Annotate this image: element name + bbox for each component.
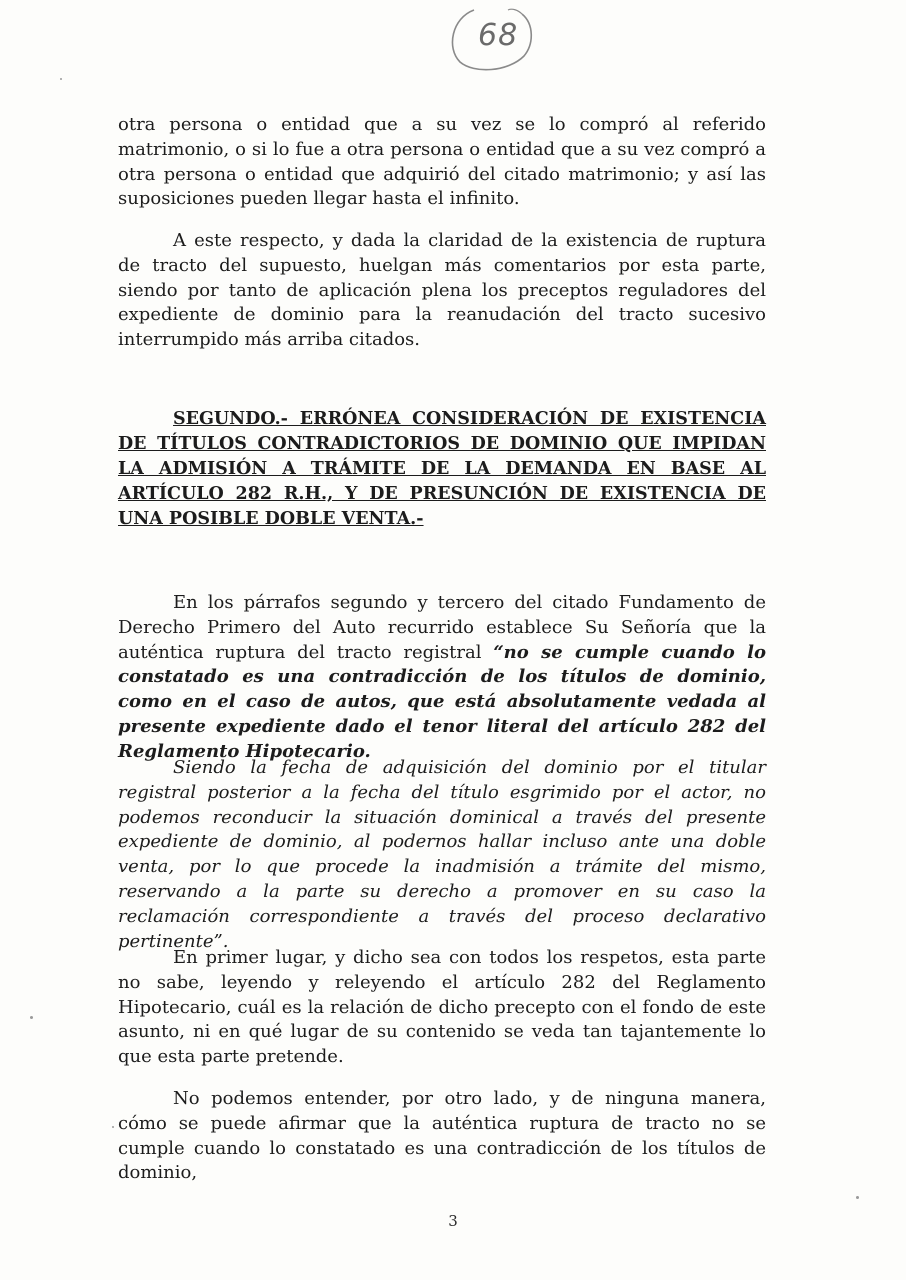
section-heading-segundo xyxy=(118,407,766,532)
quoted-text-a: “no se cumple cuando lo constatado es una contradicción de los títulos de dominio, como en el caso de autos, que está absolutamente vedada al presente expediente dado el tenor literal del xyxy=(118,641,766,737)
paragraph-no-podemos xyxy=(118,1087,766,1186)
paragraph-primer-lugar xyxy=(118,946,766,1070)
paragraph-text: No podemos entender, por otro lado, y de ninguna manera, cómo se puede afirmar que la auténtica ruptura de tracto no se cumple cuando lo constatado es una contradicción de los títulos de dominio, xyxy=(118,1088,766,1184)
scan-speck xyxy=(60,78,62,80)
paragraph-quote-continuation xyxy=(118,756,766,954)
paragraph-text xyxy=(118,591,766,765)
heading-text: SEGUNDO.- ERRÓNEA CONSIDERACIÓN DE EXISTENCIA DE TÍTULOS CONTRADICTORIOS DE DOMINIO QUE IMPIDAN LA ADMISIÓN A TRÁMITE DE LA DEMANDA EN BASE AL ARTÍCULO 282 R.H., Y DE PRESUNCIÓN DE EXISTENCIA DE UNA POSIBLE DOBLE VENTA.- xyxy=(118,409,766,529)
paragraph-respecto xyxy=(118,229,766,353)
folio-number: 68 xyxy=(478,18,519,53)
paragraph-continuation xyxy=(118,113,766,212)
paragraph-text: otra persona o entidad que a su vez se lo compró al referido matrimonio, o si lo fue a otra persona o entidad que a su vez compró a otra persona o entidad que adquirió del citado matrimonio; y así las suposiciones pueden llegar hasta el infinito. xyxy=(118,114,766,210)
paragraph-text: Siendo la fecha de adquisición del dominio por el titular registral posterior a la fecha del título esgrimido por el actor, no podemos reconducir la situación dominical a través del presente expediente de dominio, al podernos hallar incluso ante una doble venta, por lo que procede la inadmisión a trámite del mismo, reservando a la parte su derecho a promover en su caso la reclamación correspondiente a través del proceso declarativo pertinente”. xyxy=(118,757,766,952)
page-number: 3 xyxy=(448,1212,458,1230)
handwritten-folio-mark xyxy=(438,4,538,76)
paragraph-auto-recurrido xyxy=(118,591,766,765)
scan-speck xyxy=(112,1126,114,1128)
scan-speck xyxy=(30,1016,33,1019)
paragraph-intro: En los párrafos segundo y tercero del citado Fundamento de Derecho Primero del Auto recurrido establece Su Señoría que la auténtica ruptura del tracto registral xyxy=(118,592,766,663)
scan-speck xyxy=(856,1196,859,1199)
quoted-text-b: artículo 282 del Reglamento Hipotecario. xyxy=(118,715,766,762)
paragraph-text: En primer lugar, y dicho sea con todos los respetos, esta parte no sabe, leyendo y releyendo el artículo 282 del Reglamento Hipotecario, cuál es la relación de dicho precepto con el fondo de este asunto, ni en qué lugar de su contenido se veda tan tajantemente lo que esta parte pretende. xyxy=(118,947,766,1068)
paragraph-text: A este respecto, y dada la claridad de la existencia de ruptura de tracto del supuesto, huelgan más comentarios por esta parte, siendo por tanto de aplicación plena los preceptos reguladores del expediente de dominio para la reanudación del tracto sucesivo interrumpido más arriba citados. xyxy=(118,230,766,351)
